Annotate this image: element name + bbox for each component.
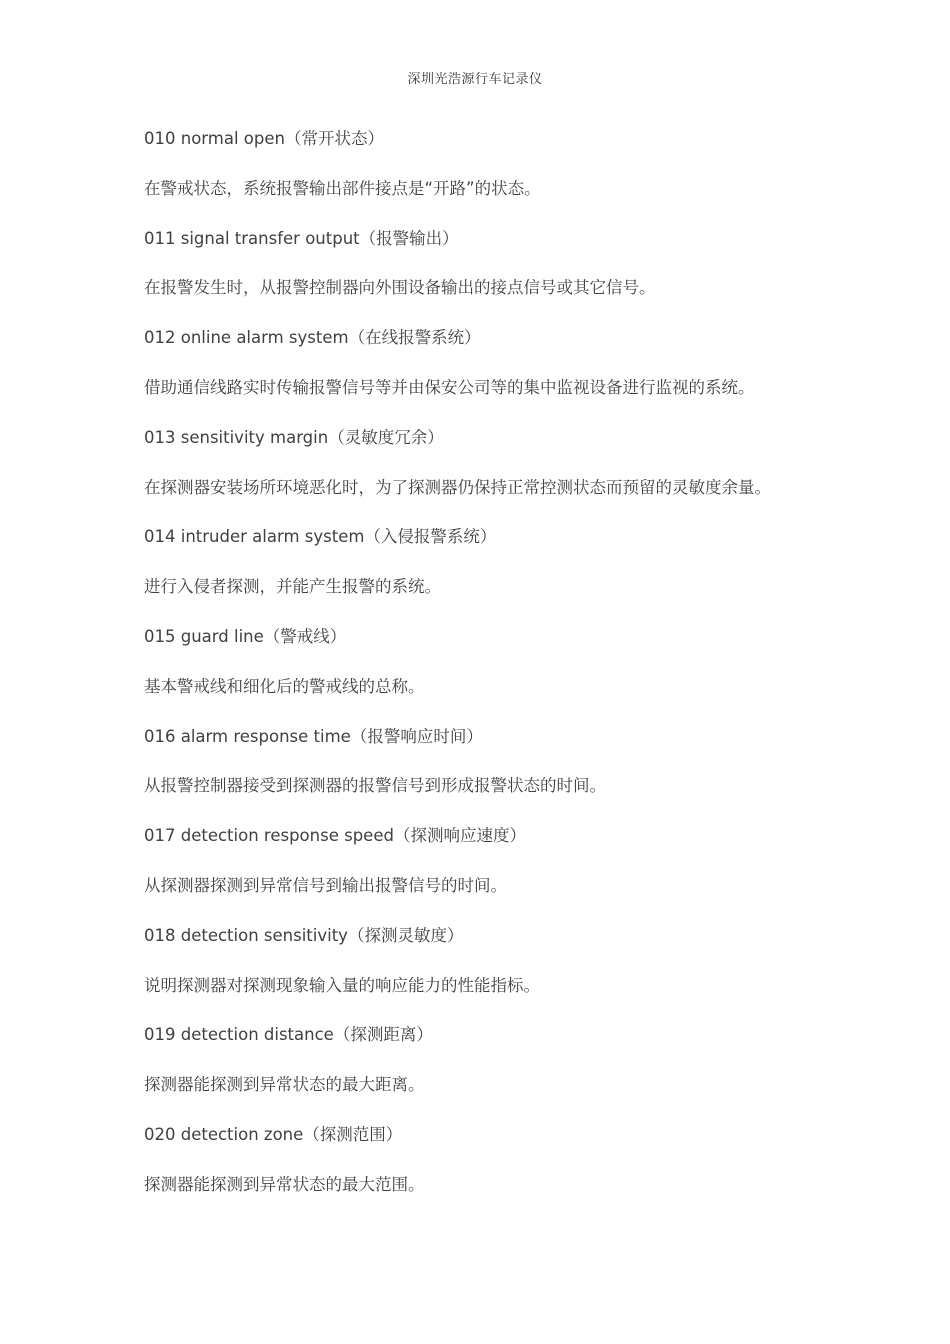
term-cn: 在线报警系统	[365, 328, 465, 348]
term-cn: 报警响应时间	[367, 726, 467, 746]
term-cn: 探测响应速度	[410, 826, 510, 846]
term-definition: 借助通信线路实时传输报警信号等并由保安公司等的集中监视设备进行监视的系统。	[144, 377, 755, 397]
term-definition: 探测器能探测到异常状态的最大距离。	[144, 1075, 425, 1095]
term-definition: 基本警戒线和细化后的警戒线的总称。	[144, 676, 425, 696]
term-heading: 014 intruder alarm system（入侵报警系统）	[144, 527, 497, 547]
term-definition: 探测器能探测到异常状态的最大范围。	[144, 1174, 425, 1194]
term-en: 014 intruder alarm system	[144, 527, 365, 547]
term-definition: 从报警控制器接受到探测器的报警信号到形成报警状态的时间。	[144, 776, 606, 796]
term-heading: 010 normal open（常开状态）	[144, 129, 384, 148]
term-cn: 报警输出	[376, 228, 443, 248]
term-en: 012 online alarm system	[144, 328, 349, 348]
term-definition: 在警戒状态，系统报警输出部件接点是“开路”的状态。	[144, 178, 541, 198]
term-heading: 011 signal transfer output（报警输出）	[144, 228, 459, 248]
glossary-entry	[144, 624, 844, 724]
glossary-entry	[144, 325, 844, 425]
term-en: 015 guard line	[144, 626, 264, 646]
glossary-entry	[144, 126, 844, 226]
term-cn: 常开状态	[301, 129, 368, 148]
term-cn: 探测范围	[319, 1124, 386, 1144]
term-en: 017 detection response speed	[144, 826, 394, 846]
page-header: 深圳光浩源行车记录仪	[407, 72, 543, 87]
term-cn: 灵敏度冗余	[344, 427, 428, 447]
glossary-entry	[144, 425, 844, 525]
glossary-content	[144, 126, 844, 1222]
term-en: 016 alarm response time	[144, 726, 351, 746]
glossary-entry	[144, 823, 844, 923]
term-definition: 进行入侵者探测，并能产生报警的系统。	[144, 577, 441, 597]
term-definition: 在报警发生时，从报警控制器向外围设备输出的接点信号或其它信号。	[144, 278, 656, 298]
term-heading: 012 online alarm system（在线报警系统）	[144, 328, 481, 348]
term-heading: 019 detection distance（探测距离）	[144, 1025, 433, 1045]
term-heading: 017 detection response speed（探测响应速度）	[144, 826, 526, 846]
term-en: 010 normal open	[144, 129, 285, 148]
term-en: 011 signal transfer output	[144, 228, 360, 248]
glossary-entry	[144, 1022, 844, 1122]
term-heading: 015 guard line（警戒线）	[144, 626, 347, 646]
glossary-entry	[144, 226, 844, 326]
term-definition: 在探测器安装场所环境恶化时，为了探测器仍保持正常控测状态而预留的灵敏度余量。	[144, 477, 771, 497]
term-definition: 说明探测器对探测现象输入量的响应能力的性能指标。	[144, 975, 540, 995]
term-cn: 警戒线	[280, 626, 330, 646]
term-definition: 从探测器探测到异常信号到输出报警信号的时间。	[144, 875, 507, 895]
glossary-entry	[144, 724, 844, 824]
term-heading: 018 detection sensitivity（探测灵敏度）	[144, 925, 464, 945]
term-en: 019 detection distance	[144, 1025, 334, 1045]
term-cn: 探测灵敏度	[364, 925, 447, 945]
term-en: 020 detection zone	[144, 1124, 304, 1144]
glossary-entry	[144, 923, 844, 1023]
term-heading: 020 detection zone（探测范围）	[144, 1124, 403, 1144]
term-en: 013 sensitivity margin	[144, 427, 329, 447]
term-en: 018 detection sensitivity	[144, 925, 348, 945]
glossary-entry	[144, 524, 844, 624]
term-cn: 探测距离	[350, 1025, 417, 1045]
term-heading: 013 sensitivity margin（灵敏度冗余）	[144, 427, 444, 447]
glossary-entry	[144, 1122, 844, 1222]
term-heading: 016 alarm response time（报警响应时间）	[144, 726, 483, 746]
term-cn: 入侵报警系统	[380, 527, 480, 547]
